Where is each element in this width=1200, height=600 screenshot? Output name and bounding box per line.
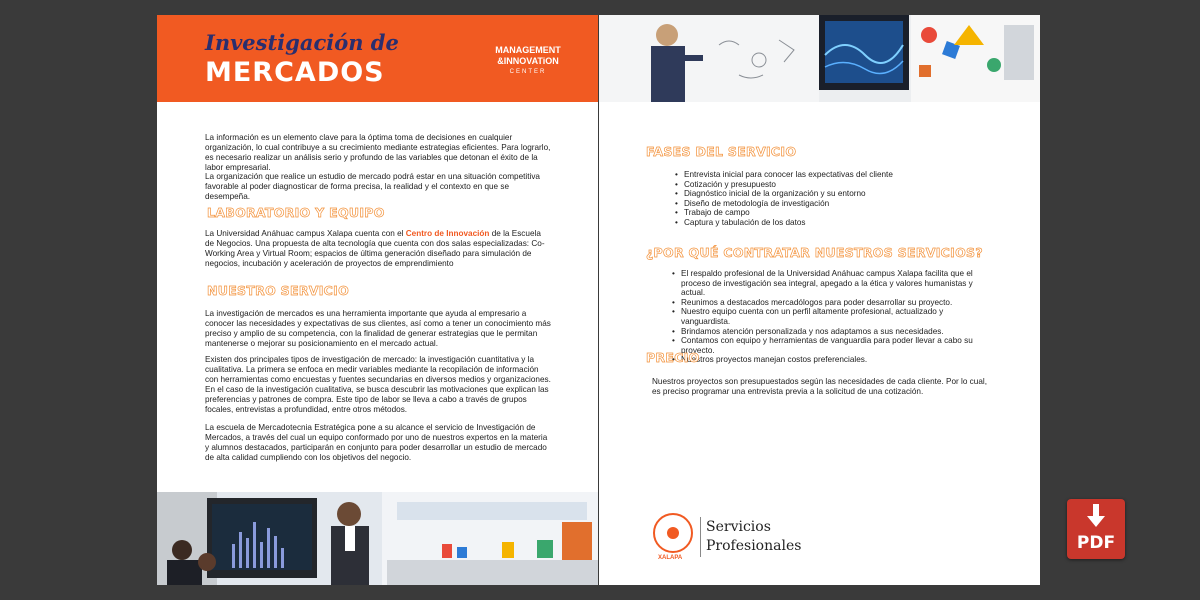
university-seal-icon (653, 513, 693, 553)
centro-innovacion-highlight: Centro de Innovación (405, 229, 490, 238)
list-item: • Brindamos atención personalizada y nos adaptamos a sus necesidades. (672, 327, 992, 337)
intro-paragraph-1: La información es un elemento clave para la óptima toma de decisiones en cualquier organización, lo cual contribuye a su crecimiento mediante estrategias eficientes. Para lograrlo, es necesario realizar un análisis serio y profundo de las variables que detonan el éxito de la labor empresarial. (205, 133, 551, 172)
management-innovation-logo: MANAGEMENT &INNOVATiON CENTER (495, 45, 561, 75)
heading-laboratorio: LABORATORIO Y EQUIPO (207, 205, 385, 220)
header-banner (157, 15, 598, 102)
heading-precio: PRECIO (646, 350, 700, 365)
list-item: • Cotización y presupuesto (675, 180, 1005, 190)
list-item: • El respaldo profesional de la Universidad Anáhuac campus Xalapa facilita que el proceso de investigación sea integral, apegado a la ética y valores humanistas y actual. (672, 269, 992, 298)
brochure-page-right (599, 15, 1040, 585)
list-item: • Nuestros proyectos manejan costos preferenciales. (672, 355, 992, 365)
list-item: • Trabajo de campo (675, 208, 1005, 218)
heading-por-que: ¿POR QUÉ CONTRATAR NUESTROS SERVICIOS? (646, 245, 983, 260)
why-list (672, 269, 992, 365)
servicios-profesionales-logo: XALAPA Servicios Profesionales (653, 513, 803, 563)
lab-paragraph: La Universidad Anáhuac campus Xalapa cuenta con el Centro de Innovación de la Escuela de Negocios. Una propuesta de alta tecnología que cuenta con dos salas especializadas: Co-Working Area y Virtual Room; espacios de última generación diseñado para simulación de negocios, incubación y aceleración de proyectos de emprendimiento (205, 229, 545, 268)
pdf-label: PDF (1076, 533, 1116, 553)
brochure-page-left (157, 15, 598, 585)
list-item: • Diagnóstico inicial de la organización y su entorno (675, 189, 1005, 199)
heading-fases: FASES DEL SERVICIO (646, 144, 797, 159)
service-paragraph-3: La escuela de Mercadotecnia Estratégica pone a su alcance el servicio de Investigación de Mercados, a través del cual un equipo conformado por uno de nuestros expertos en la materia y alumnos destacados, participarán en conjunto para poder desarrollar un estudio de mercado de alta calidad cumpliendo con los objetivos del negocio. (205, 423, 548, 462)
list-item: • Entrevista inicial para conocer las expectativas del cliente (675, 170, 1005, 180)
service-paragraph-1: La investigación de mercados es una herramienta importante que ayuda al empresario a conocer las necesidades y expectativas de sus clientes, así como a tener un conocimiento más preciso y amplio de su competencia, con la finalidad de generar estrategias que le permitan mantenerse o mejorar su posicionamiento en el mercado actual. (205, 309, 551, 348)
list-item: • Reunimos a destacados mercadólogos para poder desarrollar su proyecto. (672, 298, 992, 308)
list-item: • Diseño de metodología de investigación (675, 199, 1005, 209)
whiteboard-photo (599, 15, 1040, 102)
list-item: • Captura y tabulación de los datos (675, 218, 1005, 228)
price-paragraph: Nuestros proyectos son presupuestados según las necesidades de cada cliente. Por lo cual, es preciso programar una entrevista previa a la solicitud de una cotización. (652, 377, 987, 396)
download-arrow-icon (1085, 504, 1107, 530)
list-item: • Contamos con equipo y herramientas de vanguardia para poder llevar a cabo su proyecto. (672, 336, 992, 355)
list-item: • Nuestro equipo cuenta con un perfil altamente profesional, actualizado y vanguardista. (672, 307, 992, 326)
heading-nuestro-servicio: NUESTRO SERVICIO (207, 283, 350, 298)
pdf-download-button[interactable] (1067, 499, 1125, 559)
title-line1: Investigación de (205, 30, 399, 55)
title-line2: MERCADOS (205, 57, 385, 88)
intro-paragraph-2: La organización que realice un estudio de mercado podrá estar en una situación competitiva favorable al poder diagnosticar de forma precisa, la realidad y el contexto en que se desempeña. (205, 172, 540, 201)
service-paragraph-2: Existen dos principales tipos de investigación de mercado: la investigación cuantitativa y la cualitativa. La primera se enfoca en medir variables mediante la recopilación de información con herramientas como encuestas y fuentes secundarias en diversos medios y organizaciones. En el caso de la investigación cualitativa, se busca descubrir las motivaciones que explican las preferencias y patrones de compra. Este tipo de labor se lleva a cabo a través de grupos focales, entrevistas a profundidad, entre otros métodos. (205, 355, 551, 414)
phases-list (675, 170, 1005, 228)
office-photo (157, 492, 598, 585)
